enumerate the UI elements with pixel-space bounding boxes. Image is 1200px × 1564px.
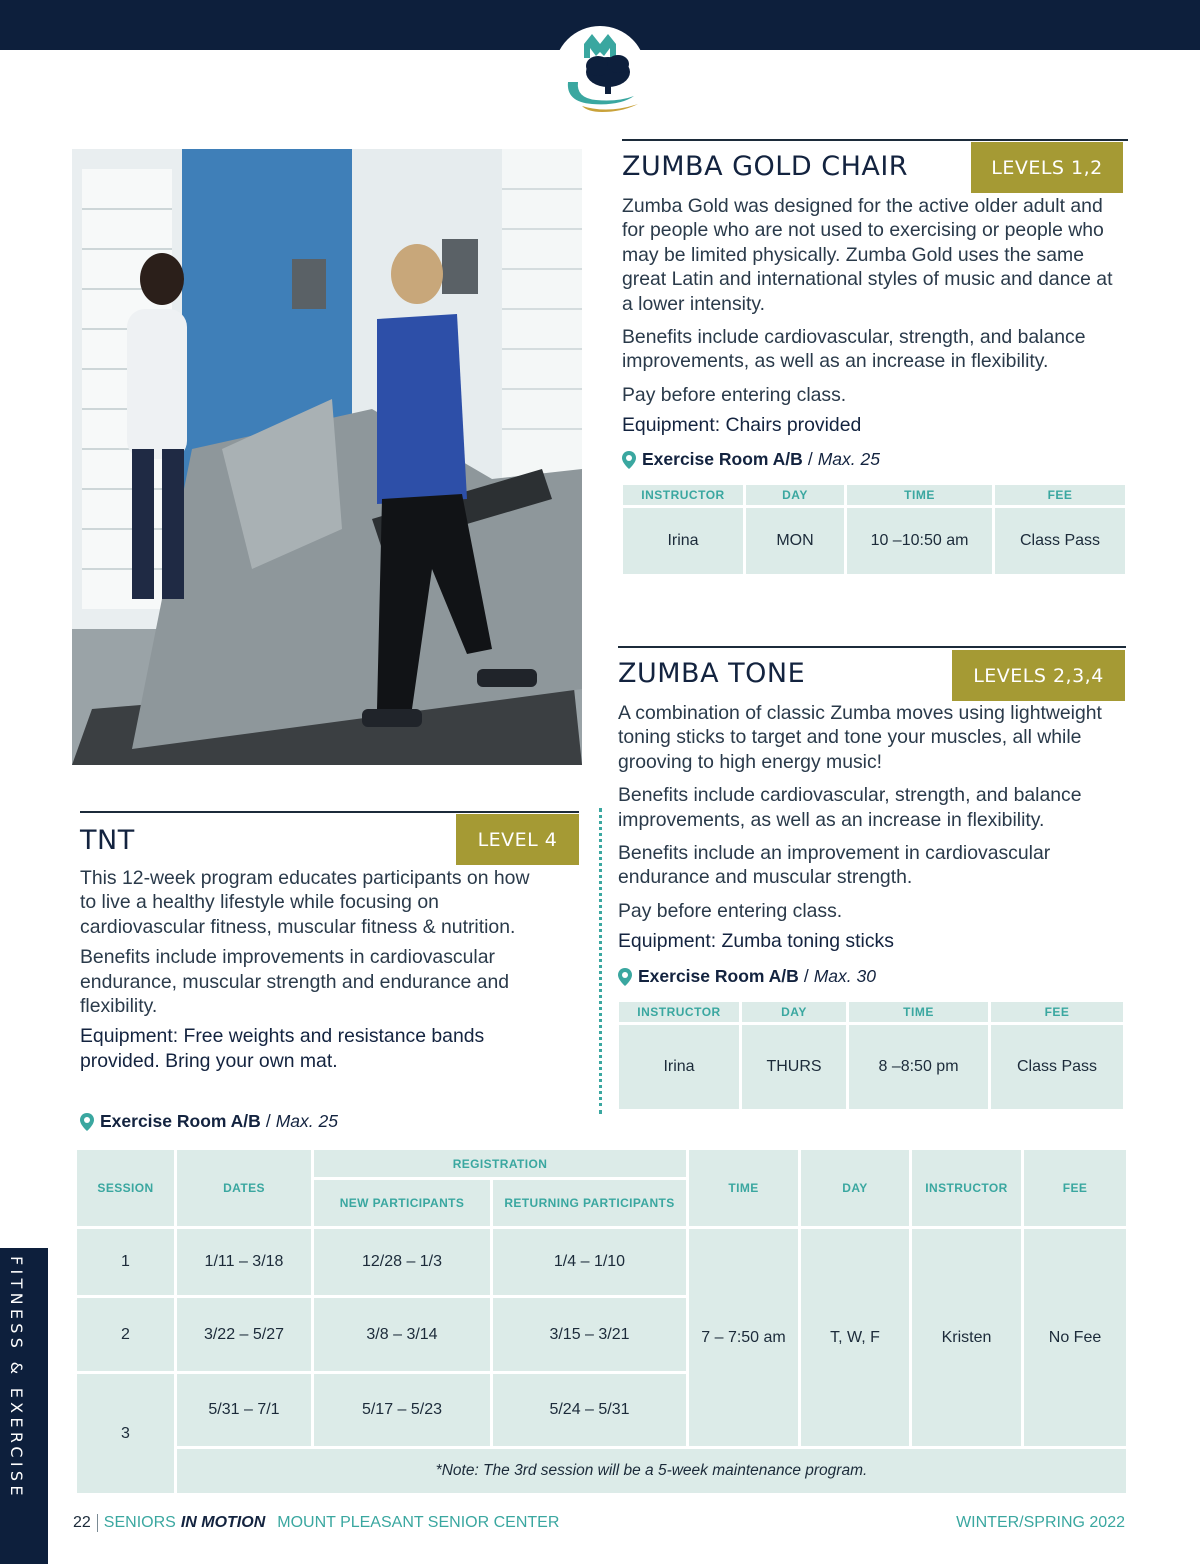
session-cell: 2 <box>77 1298 174 1371</box>
new-participants-cell: 12/28 – 1/3 <box>314 1229 490 1295</box>
zumba-tone-description <box>618 701 1123 954</box>
tnt-registration-table <box>74 1147 1129 1496</box>
column-divider <box>599 808 602 1114</box>
tnt-desc-1: This 12-week program educates participants on how to live a healthy lifestyle while focusing on cardiovascular fitness, muscular fitness & nutrition. <box>80 867 530 938</box>
zumba-gold-level-badge: LEVELS 1,2 <box>971 142 1123 193</box>
zumba-tone-schedule-table <box>616 999 1126 1112</box>
zumba-gold-desc-1: Zumba Gold was designed for the active older adult and for people who are not used to exercising or people who may be limited physically. Zumba Gold uses the same great Latin and international styles of music and dance at a lower intensity. <box>622 195 1113 315</box>
th-instructor: INSTRUCTOR <box>619 1002 739 1022</box>
tnt-room: Exercise Room A/B <box>100 1111 261 1131</box>
zumba-tone-rule <box>618 646 1126 648</box>
th-new-participants: NEW PARTICIPANTS <box>314 1180 490 1226</box>
zumba-gold-room: Exercise Room A/B <box>642 449 803 469</box>
cell-instructor: Irina <box>619 1025 739 1109</box>
footer-center-name: MOUNT PLEASANT SENIOR CENTER <box>277 1514 560 1531</box>
th-day: DAY <box>746 485 844 505</box>
th-day: DAY <box>742 1002 846 1022</box>
zumba-gold-title: ZUMBA GOLD CHAIR <box>622 151 909 182</box>
day-cell: T, W, F <box>801 1229 909 1446</box>
th-registration: REGISTRATION <box>314 1150 686 1177</box>
th-time: TIME <box>689 1150 798 1226</box>
location-pin-icon <box>622 451 636 469</box>
zumba-tone-location: Exercise Room A/B / Max. 30 <box>618 966 876 987</box>
zumba-tone-desc-2: Benefits include cardiovascular, strength, and balance improvements, as well as an increase in flexibility. <box>618 784 1082 831</box>
th-time: TIME <box>849 1002 988 1022</box>
center-logo <box>554 26 646 118</box>
tnt-description <box>80 866 550 1073</box>
cell-fee: Class Pass <box>995 508 1125 574</box>
zumba-gold-location: Exercise Room A/B / Max. 25 <box>622 449 880 470</box>
treadmill-photo <box>72 149 582 765</box>
session-cell: 3 <box>77 1374 174 1493</box>
zumba-tone-desc-1: A combination of classic Zumba moves using lightweight toning sticks to target and tone your muscles, all while grooving to high energy music! <box>618 702 1102 773</box>
cell-time: 8 –8:50 pm <box>849 1025 988 1109</box>
session-note: *Note: The 3rd session will be a 5-week maintenance program. <box>177 1449 1126 1493</box>
location-pin-icon <box>618 968 632 986</box>
th-fee: FEE <box>991 1002 1123 1022</box>
tnt-equipment: Equipment: Free weights and resistance bands provided. Bring your own mat. <box>80 1025 485 1072</box>
th-day: DAY <box>801 1150 909 1226</box>
cell-instructor: Irina <box>623 508 743 574</box>
zumba-tone-equipment: Equipment: Zumba toning sticks <box>618 930 894 953</box>
th-session: SESSION <box>77 1150 174 1226</box>
dates-cell: 1/11 – 3/18 <box>177 1229 311 1295</box>
footer-season: WINTER/SPRING 2022 <box>956 1514 1125 1531</box>
th-time: TIME <box>847 485 992 505</box>
zumba-gold-desc-2: Benefits include cardiovascular, strength, and balance improvements, as well as an increase in flexibility. <box>622 326 1086 373</box>
cell-day: MON <box>746 508 844 574</box>
time-cell: 7 – 7:50 am <box>689 1229 798 1446</box>
footer-brand-in-motion: IN MOTION <box>180 1514 266 1531</box>
tnt-max: Max. 25 <box>275 1111 338 1131</box>
dates-cell: 5/31 – 7/1 <box>177 1374 311 1446</box>
zumba-gold-desc-3: Pay before entering class. <box>622 383 847 406</box>
th-fee: FEE <box>995 485 1125 505</box>
tnt-title: TNT <box>80 825 135 856</box>
zumba-gold-max: Max. 25 <box>817 449 880 469</box>
th-instructor: INSTRUCTOR <box>623 485 743 505</box>
dates-cell: 3/22 – 5/27 <box>177 1298 311 1371</box>
oak-tree-logo-icon <box>562 32 638 114</box>
session-cell: 1 <box>77 1229 174 1295</box>
th-fee: FEE <box>1024 1150 1126 1226</box>
cell-time: 10 –10:50 am <box>847 508 992 574</box>
returning-participants-cell: 3/15 – 3/21 <box>493 1298 686 1371</box>
tnt-rule <box>80 811 579 813</box>
tnt-level-badge: LEVEL 4 <box>456 814 579 865</box>
th-dates: DATES <box>177 1150 311 1226</box>
new-participants-cell: 5/17 – 5/23 <box>314 1374 490 1446</box>
footer-brand-seniors: SENIORS <box>103 1514 176 1531</box>
zumba-tone-title: ZUMBA TONE <box>618 658 806 689</box>
th-returning-participants: RETURNING PARTICIPANTS <box>493 1180 686 1226</box>
zumba-tone-desc-3: Benefits include an improvement in cardiovascular endurance and muscular strength. <box>618 842 1051 889</box>
zumba-tone-max: Max. 30 <box>813 966 876 986</box>
zumba-gold-equipment: Equipment: Chairs provided <box>622 414 862 437</box>
tnt-location: Exercise Room A/B / Max. 25 <box>80 1111 338 1132</box>
section-side-tab-label: FITNESS & EXERCISE <box>7 1256 26 1500</box>
zumba-gold-schedule-table <box>620 482 1128 577</box>
cell-fee: Class Pass <box>991 1025 1123 1109</box>
new-participants-cell: 3/8 – 3/14 <box>314 1298 490 1371</box>
returning-participants-cell: 5/24 – 5/31 <box>493 1374 686 1446</box>
instructor-cell: Kristen <box>912 1229 1021 1446</box>
location-pin-icon <box>80 1113 94 1131</box>
zumba-tone-room: Exercise Room A/B <box>638 966 799 986</box>
fee-cell: No Fee <box>1024 1229 1126 1446</box>
page-number: 22 <box>73 1514 98 1532</box>
zumba-tone-level-badge: LEVELS 2,3,4 <box>952 650 1125 701</box>
zumba-gold-rule <box>622 139 1128 141</box>
zumba-tone-desc-4: Pay before entering class. <box>618 899 843 922</box>
cell-day: THURS <box>742 1025 846 1109</box>
footer-left <box>73 1514 559 1532</box>
zumba-gold-description <box>622 194 1127 438</box>
tnt-desc-2: Benefits include improvements in cardiovascular endurance, muscular strength and endurance and flexibility. <box>80 946 510 1018</box>
th-instructor: INSTRUCTOR <box>912 1150 1021 1226</box>
returning-participants-cell: 1/4 – 1/10 <box>493 1229 686 1295</box>
